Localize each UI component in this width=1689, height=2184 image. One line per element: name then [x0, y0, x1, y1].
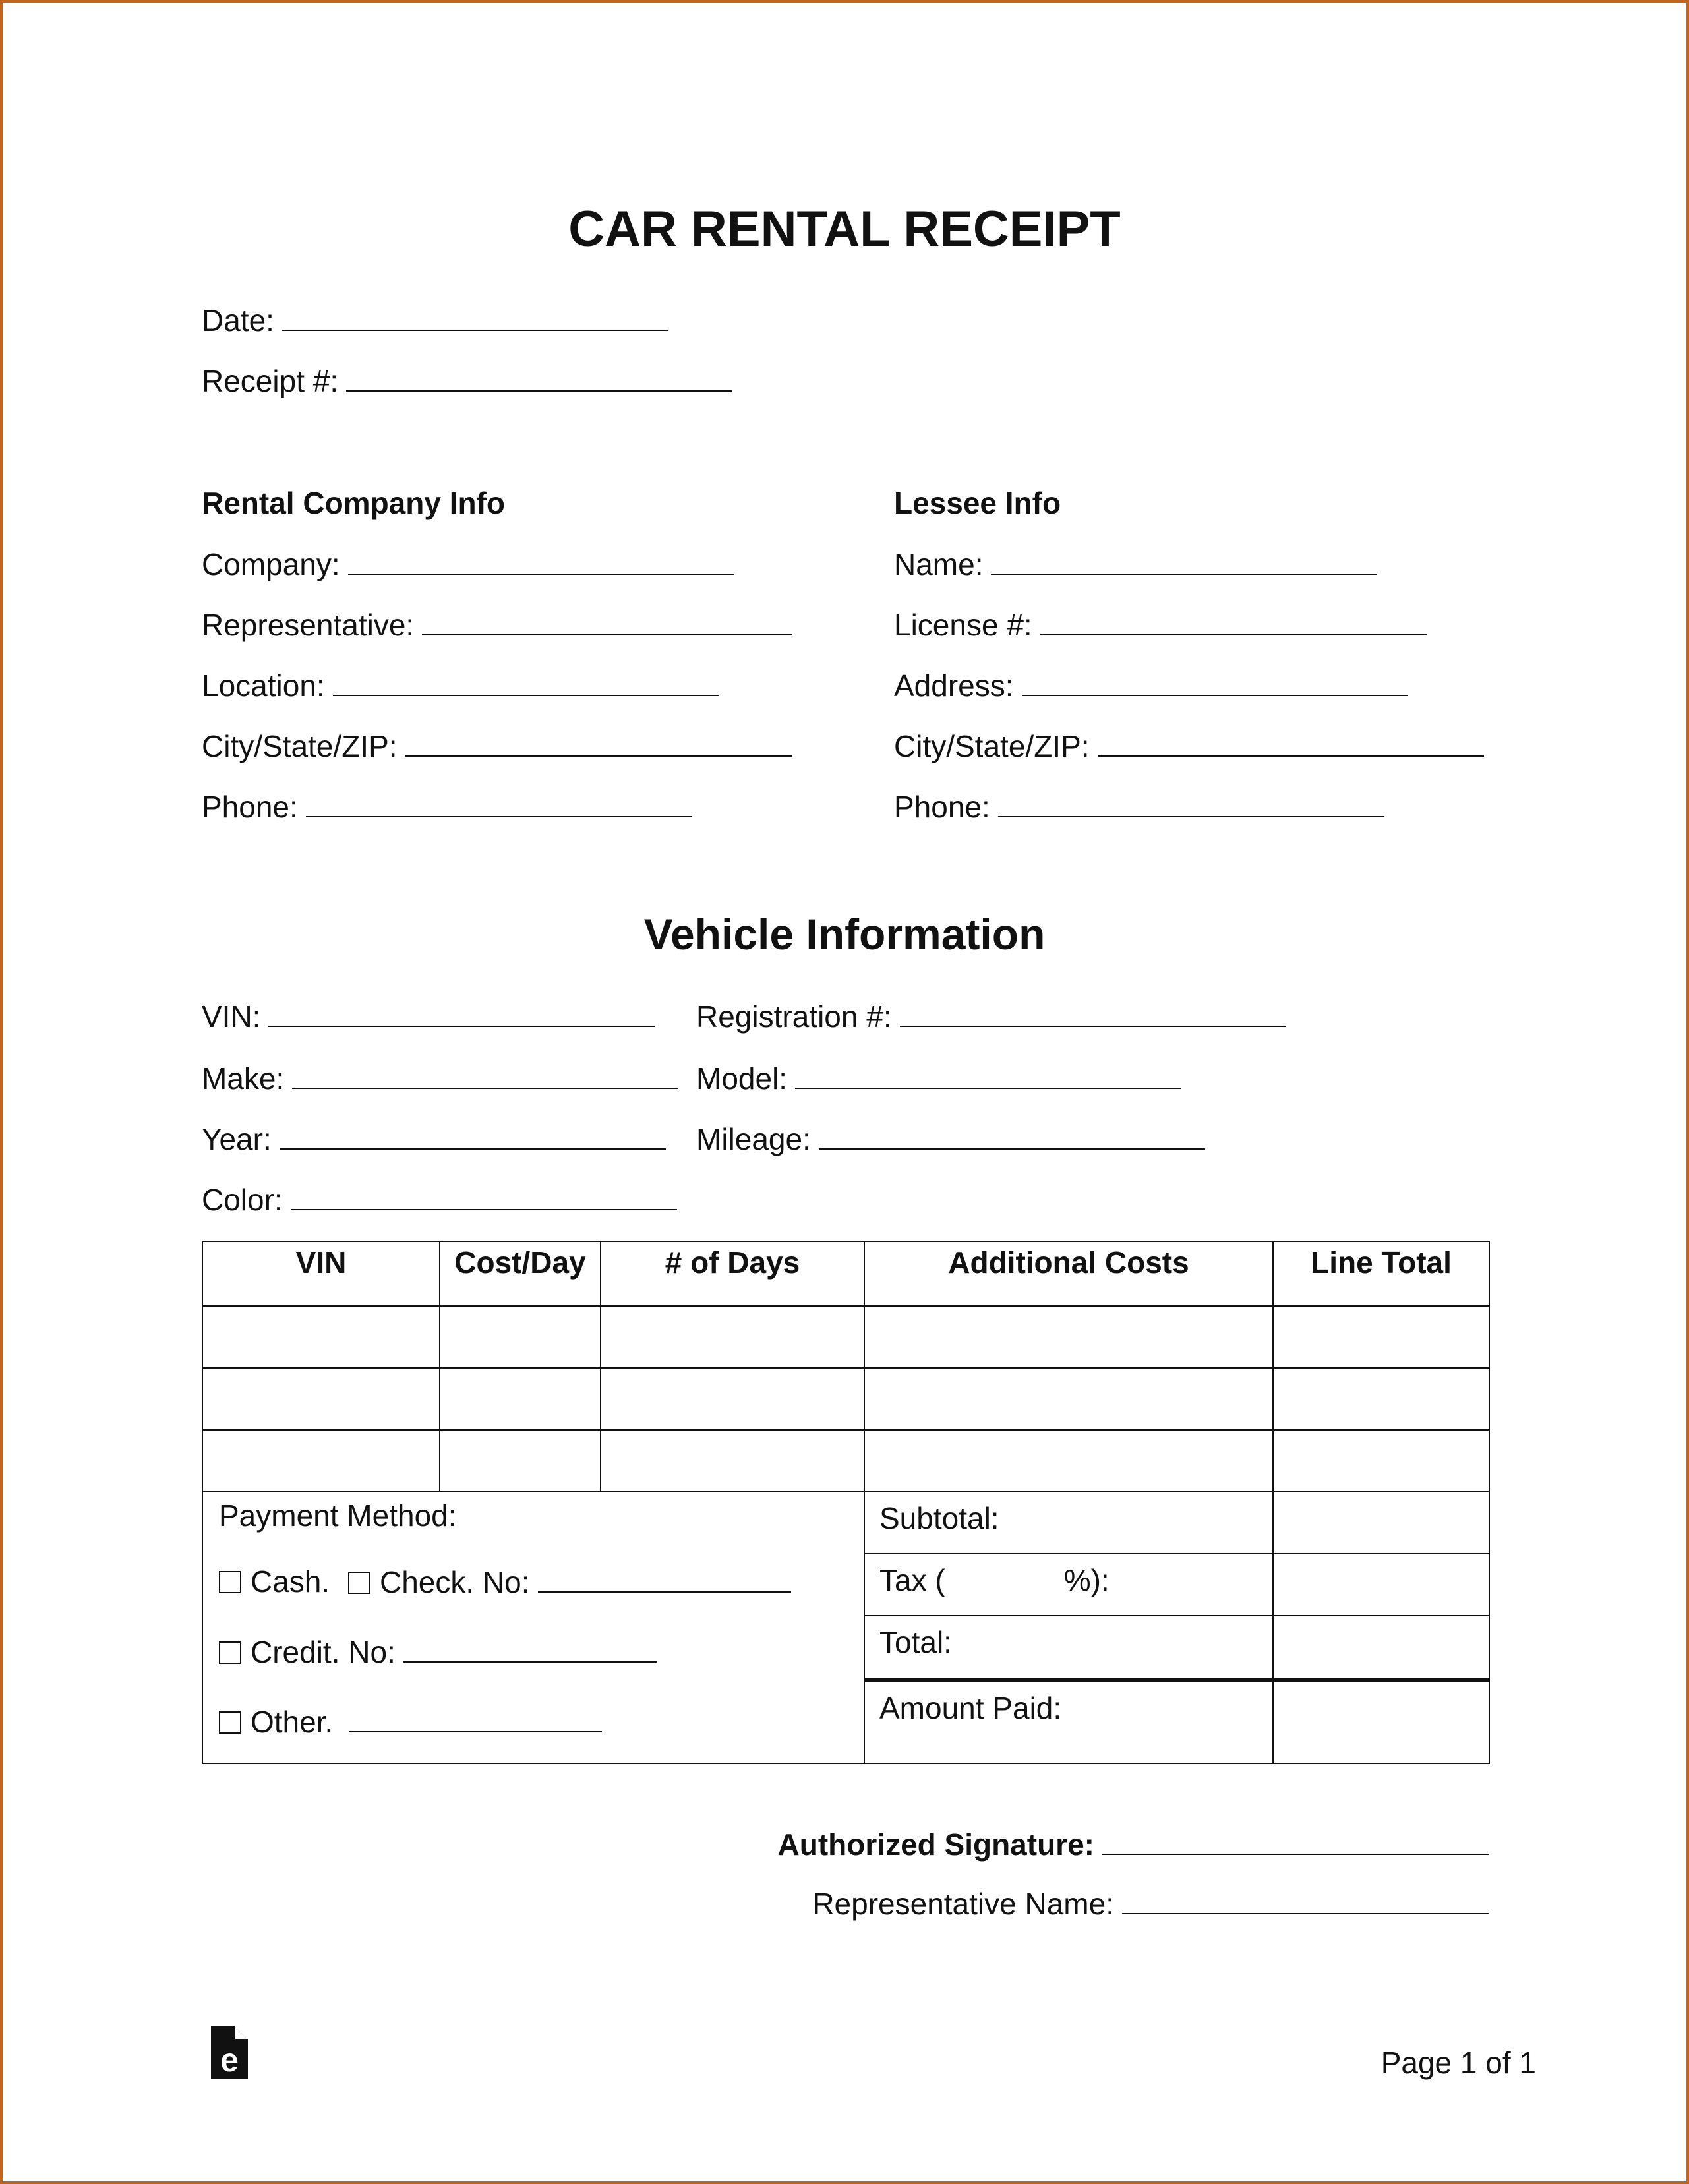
lessee-name-field[interactable]	[894, 548, 1377, 579]
authorized-signature-label: Authorized Signature:	[777, 1827, 1094, 1862]
company-field[interactable]	[202, 548, 734, 579]
table-row	[202, 1306, 1489, 1368]
table-cell[interactable]	[601, 1430, 864, 1492]
table-cell[interactable]	[202, 1430, 440, 1492]
table-cell[interactable]	[601, 1306, 864, 1368]
other-option[interactable]	[219, 1706, 602, 1737]
location-label: Location:	[202, 668, 325, 703]
address-field[interactable]	[894, 670, 1408, 701]
rental-company-heading: Rental Company Info	[202, 486, 506, 520]
total-label-cell	[864, 1616, 1273, 1680]
header-vin: VIN	[202, 1241, 440, 1306]
company-city-field[interactable]	[202, 730, 792, 761]
tax-label-open: Tax (	[879, 1563, 945, 1598]
table-cell[interactable]	[440, 1306, 601, 1368]
lessee-city-field[interactable]	[894, 730, 1484, 761]
table-cell[interactable]	[440, 1368, 601, 1430]
registration-field[interactable]	[696, 1001, 1286, 1032]
subtotal-value-cell[interactable]	[1273, 1492, 1489, 1554]
logo-icon	[211, 2026, 248, 2079]
check-checkbox[interactable]	[348, 1572, 370, 1594]
cash-option[interactable]	[219, 1566, 330, 1597]
mileage-label: Mileage:	[696, 1122, 811, 1156]
year-field[interactable]	[202, 1123, 666, 1154]
make-label: Make:	[202, 1061, 285, 1096]
license-label: License #:	[894, 608, 1032, 642]
tax-label	[865, 1554, 1272, 1598]
lessee-phone-field[interactable]	[894, 791, 1384, 822]
payment-method-label: Payment Method:	[219, 1498, 457, 1533]
table-cell[interactable]	[202, 1368, 440, 1430]
table-row	[202, 1430, 1489, 1492]
subtotal-label: Subtotal:	[879, 1501, 999, 1535]
company-city-label: City/State/ZIP:	[202, 729, 398, 763]
table-cell[interactable]	[864, 1368, 1273, 1430]
logo-letter: e	[220, 2042, 239, 2079]
header-cost-per-day: Cost/Day	[440, 1241, 601, 1306]
tax-label-cell	[864, 1554, 1273, 1616]
company-phone-label: Phone:	[202, 790, 298, 824]
lessee-phone-label: Phone:	[894, 790, 990, 824]
color-label: Color:	[202, 1183, 283, 1217]
subtotal-row	[202, 1492, 1489, 1554]
total-value-cell[interactable]	[1273, 1616, 1489, 1680]
other-label: Other.	[251, 1705, 334, 1739]
cash-label: Cash.	[251, 1564, 330, 1599]
subtotal-label-cell	[864, 1492, 1273, 1554]
table-row	[202, 1368, 1489, 1430]
credit-checkbox[interactable]	[219, 1641, 241, 1664]
credit-label: Credit. No:	[251, 1635, 396, 1669]
table-cell[interactable]	[1273, 1368, 1489, 1430]
representative-label: Representative:	[202, 608, 415, 642]
vin-field[interactable]	[202, 1001, 655, 1032]
payment-method-section	[202, 1492, 864, 1763]
representative-field[interactable]	[202, 609, 792, 640]
lessee-name-label: Name:	[894, 547, 984, 581]
header-additional-costs: Additional Costs	[864, 1241, 1273, 1306]
location-field[interactable]	[202, 670, 719, 701]
license-field[interactable]	[894, 609, 1427, 640]
address-label: Address:	[894, 668, 1014, 703]
vin-label: VIN:	[202, 999, 261, 1034]
mileage-field[interactable]	[696, 1123, 1205, 1154]
table-cell[interactable]	[864, 1306, 1273, 1368]
credit-option[interactable]	[219, 1636, 657, 1667]
year-label: Year:	[202, 1122, 272, 1156]
check-label: Check. No:	[380, 1565, 530, 1599]
header-number-of-days: # of Days	[601, 1241, 864, 1306]
receipt-number-label: Receipt #:	[202, 364, 339, 398]
receipt-number-field[interactable]	[202, 365, 732, 396]
model-label: Model:	[696, 1061, 788, 1096]
lessee-heading: Lessee Info	[894, 486, 1061, 520]
representative-name-label: Representative Name:	[812, 1887, 1114, 1921]
authorized-signature-field[interactable]	[778, 1829, 1489, 1860]
other-checkbox[interactable]	[219, 1711, 241, 1734]
amount-paid-label: Amount Paid:	[879, 1690, 1062, 1725]
color-field[interactable]	[202, 1184, 677, 1215]
amount-paid-value-cell[interactable]	[1273, 1680, 1489, 1763]
cash-checkbox[interactable]	[219, 1571, 241, 1593]
rental-cost-table	[202, 1241, 1490, 1764]
vehicle-heading: Vehicle Information	[643, 910, 1046, 959]
company-phone-field[interactable]	[202, 791, 692, 822]
document-title: CAR RENTAL RECEIPT	[568, 201, 1121, 257]
check-option[interactable]	[348, 1566, 791, 1597]
document-logo	[211, 2026, 248, 2079]
tax-value-cell[interactable]	[1273, 1554, 1489, 1616]
table-cell[interactable]	[1273, 1430, 1489, 1492]
header-line-total: Line Total	[1273, 1241, 1489, 1306]
make-field[interactable]	[202, 1063, 678, 1094]
table-cell[interactable]	[1273, 1306, 1489, 1368]
tax-label-close: %):	[1063, 1563, 1110, 1598]
table-header-row	[202, 1241, 1489, 1306]
date-field[interactable]	[202, 305, 668, 336]
company-label: Company:	[202, 547, 340, 581]
representative-name-field[interactable]	[812, 1888, 1489, 1919]
table-cell[interactable]	[440, 1430, 601, 1492]
page-number: Page 1 of 1	[1380, 2046, 1536, 2080]
date-label: Date:	[202, 303, 274, 338]
lessee-city-label: City/State/ZIP:	[894, 729, 1090, 763]
amount-paid-label-cell	[864, 1680, 1273, 1763]
table-cell[interactable]	[864, 1430, 1273, 1492]
table-cell[interactable]	[202, 1306, 440, 1368]
model-field[interactable]	[696, 1063, 1181, 1094]
table-cell[interactable]	[601, 1368, 864, 1430]
registration-label: Registration #:	[696, 999, 892, 1034]
total-label: Total:	[879, 1625, 952, 1660]
